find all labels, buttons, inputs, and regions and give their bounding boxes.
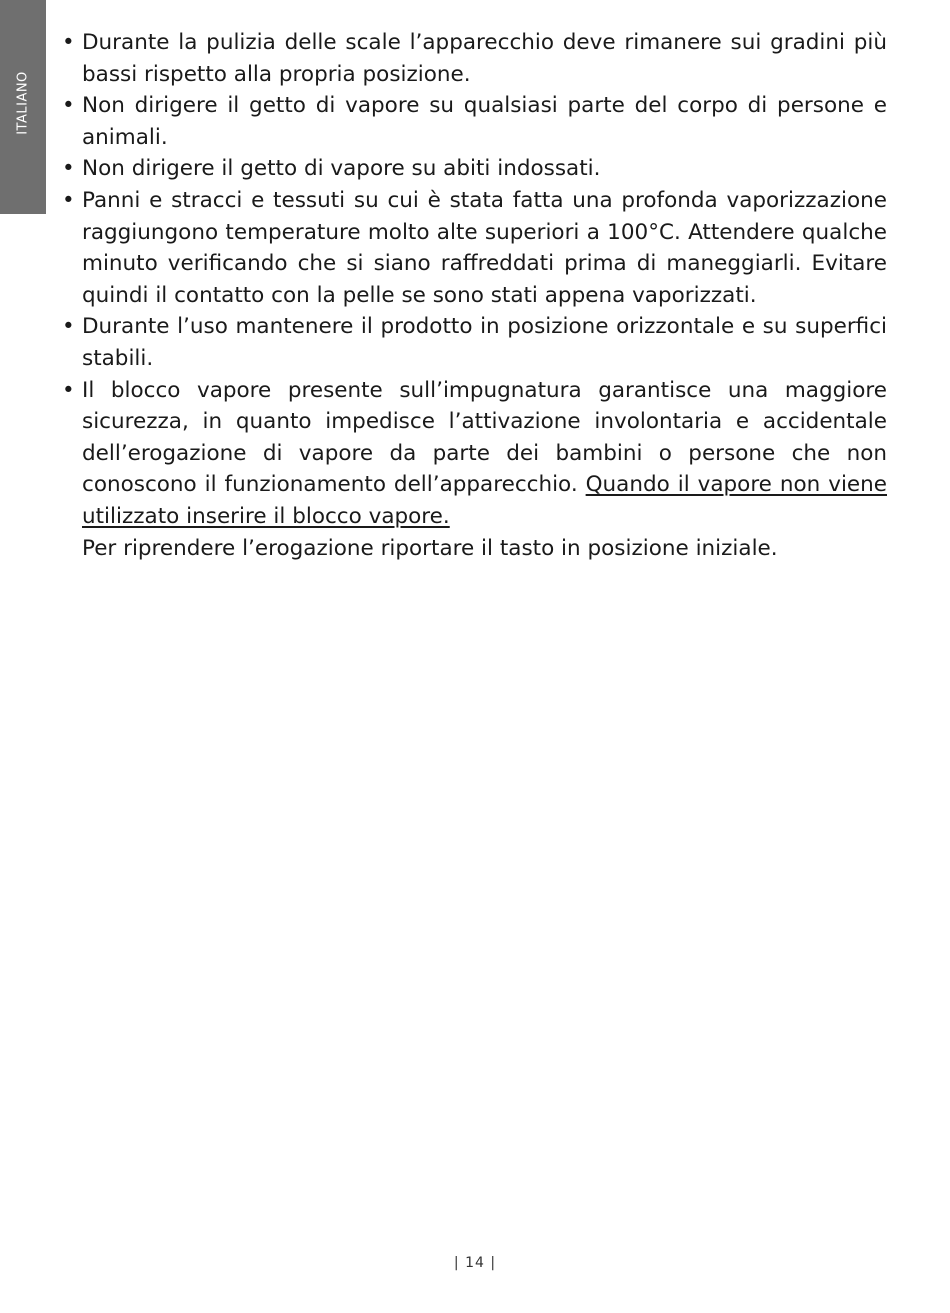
list-item (60, 185, 887, 311)
list-item-text: Panni e stracci e tessuti su cui è stata fatta una profonda vaporizzazione raggiungono temperature molto alte superiori a 100°C. Attendere qualche minuto verificando che si siano raffreddati prima di maneggiarli. Evitare quindi il contatto con la pelle se sono stati appena vaporizzati. (82, 187, 887, 308)
list-item-text: Non dirigere il getto di vapore su abiti indossati. (82, 156, 601, 182)
list-item (60, 375, 887, 565)
language-side-tab (0, 0, 46, 214)
list-item-text: Non dirigere il getto di vapore su qualsiasi parte del corpo di persone e animali. (82, 93, 887, 150)
page-number: | 14 | (453, 1255, 497, 1271)
bullet-icon: • (62, 30, 75, 55)
bullet-icon: • (62, 156, 75, 182)
bullet-icon: • (62, 314, 75, 340)
bullet-icon: • (62, 377, 75, 403)
list-item-continuation: Per riprendere l’erogazione riportare il tasto in posizione iniziale. (82, 535, 778, 561)
underlined-instruction: Quando il vapore non viene utilizzato inserire il blocco vapore. (82, 472, 887, 529)
safety-instructions (60, 27, 887, 564)
list-item (60, 27, 887, 90)
list-item (60, 311, 887, 374)
list-item-text: Il blocco vapore presente sull’impugnatura garantisce una maggiore sicurezza, in quanto impedisce l’attivazione involontaria e accidentale dell’erogazione di vapore da parte dei bambini o persone che non conoscono il funzionamento dell’apparecchio. (82, 377, 887, 498)
list-item (60, 90, 887, 153)
bullet-list (60, 27, 887, 564)
list-item (60, 153, 887, 185)
list-item-text: Durante l’uso mantenere il prodotto in posizione orizzontale e su superfici stabili. (82, 314, 887, 371)
list-item-text: Durante la pulizia delle scale l’apparecchio deve rimanere sui gradini più bassi rispetto alla propria posizione. (82, 30, 887, 87)
bullet-icon: • (62, 93, 75, 119)
language-tab-label: ITALIANO (15, 71, 31, 135)
bullet-icon: • (62, 187, 75, 213)
